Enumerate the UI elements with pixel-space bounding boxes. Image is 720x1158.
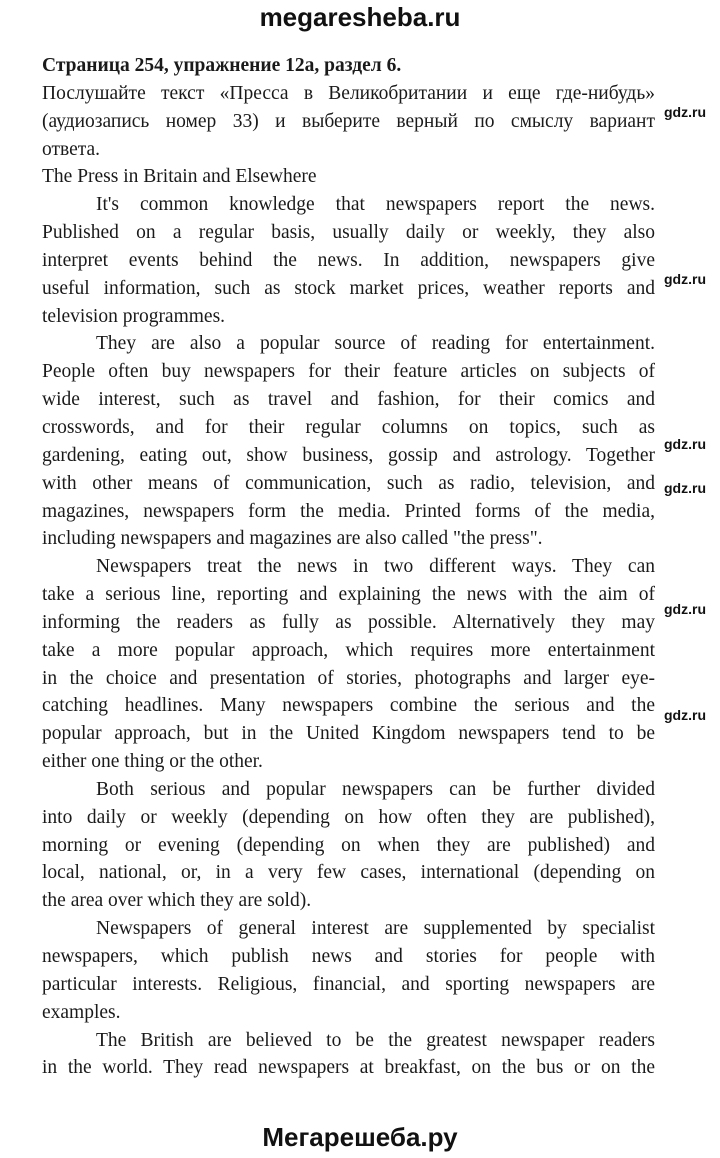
watermark: gdz.ru [664, 707, 706, 723]
text-line: particular interests. Religious, financial, and sporting newspapers are [42, 973, 655, 995]
paragraph [42, 330, 655, 553]
text-line: Both serious and popular newspapers can be further divided [96, 778, 655, 800]
text-line: Published on a regular basis, usually daily or weekly, they also [42, 222, 655, 244]
text-line: newspapers, which publish news and stories for people with [42, 946, 655, 967]
text-line: into daily or weekly (depending on how often they are published), [42, 806, 655, 828]
text-line: in the world. They read newspapers at breakfast, on the bus or on the [42, 1057, 655, 1079]
text-line: informing the readers as fully as possible. Alternatively they may [42, 611, 655, 633]
text-line: magazines, newspapers form the media. Printed forms of the media, [42, 500, 655, 522]
exercise-title: Страница 254, упражнение 12a, раздел 6. [42, 55, 402, 76]
text-line: examples. [42, 1001, 121, 1023]
text-line: The British are believed to be the greatest newspaper readers [96, 1029, 655, 1051]
text-line: including newspapers and magazines are also called "the press". [42, 528, 543, 550]
text-line: They are also a popular source of reading for entertainment. [96, 333, 655, 355]
text-line: local, national, or, in a very few cases, international (depending on [42, 862, 655, 884]
text-line: People often buy newspapers for their feature articles on subjects of [42, 361, 655, 383]
watermark: gdz.ru [664, 480, 706, 496]
text-line: morning or evening (depending on when they are published) and [42, 834, 655, 856]
text-line: the area over which they are sold). [42, 890, 312, 912]
site-footer: Мегарешеба.ру [262, 1122, 458, 1152]
text-title: The Press in Britain and Elsewhere [42, 166, 317, 188]
text-line: take a more popular approach, which requires more entertainment [42, 639, 655, 661]
watermark: gdz.ru [664, 104, 706, 120]
text-line: crosswords, and for their regular columns on topics, such as [42, 416, 655, 438]
watermark: gdz.ru [664, 436, 706, 452]
text-paragraphs [42, 191, 655, 1082]
text-line: It's common knowledge that newspapers report the news. [96, 194, 655, 216]
text-line: either one thing or the other. [42, 751, 263, 773]
text-line: Newspapers of general interest are supplemented by specialist [96, 918, 655, 940]
text-line: with other means of communication, such as radio, television, and [42, 472, 655, 494]
text-line: interpret events behind the news. In addition, newspapers give [42, 249, 655, 271]
instruction-line: Послушайте текст «Пресса в Великобритании и еще где-нибудь» [42, 82, 655, 104]
text-line: catching headlines. Many newspapers combine the serious and the [42, 695, 655, 717]
paragraph [42, 191, 655, 330]
watermark: gdz.ru [664, 601, 706, 617]
text-line: wide interest, such as travel and fashion, for their comics and [42, 389, 655, 411]
paragraph [42, 553, 655, 776]
instruction-line: (аудиозапись номер 33) и выберите верный по смыслу вариант [42, 110, 655, 132]
instruction-line: ответа. [42, 138, 101, 160]
text-line: gardening, eating out, show business, gossip and astrology. Together [42, 444, 655, 466]
text-line: in the choice and presentation of stories, photographs and larger eye- [42, 667, 655, 689]
paragraph [42, 915, 655, 1026]
watermark: gdz.ru [664, 271, 706, 287]
site-header: megaresheba.ru [259, 2, 461, 32]
document-body [42, 52, 655, 1082]
paragraph [42, 776, 655, 915]
text-line: Newspapers treat the news in two different ways. They can [96, 556, 655, 578]
text-line: television programmes. [42, 305, 226, 327]
text-line: popular approach, but in the United Kingdom newspapers tend to be [42, 723, 655, 745]
text-line: useful information, such as stock market prices, weather reports and [42, 277, 655, 299]
text-line: take a serious line, reporting and explaining the news with the aim of [42, 584, 655, 606]
instruction [42, 80, 655, 164]
paragraph [42, 1027, 655, 1083]
